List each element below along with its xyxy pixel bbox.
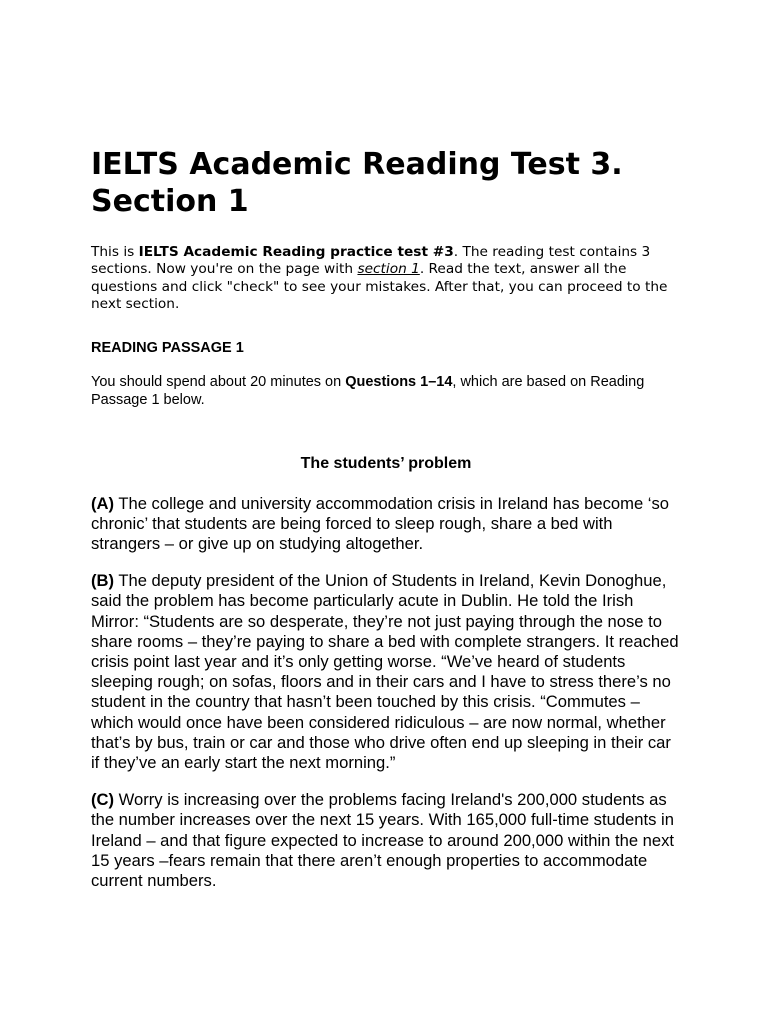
intro-text-part2: . The reading test contains 3 sections. Now you're on the page with: [91, 244, 651, 278]
paragraph-letter: (B): [91, 571, 115, 591]
passage-title: The students’ problem: [300, 454, 472, 472]
paragraph-letter: (A): [91, 493, 115, 513]
passage-label: READING PASSAGE 1: [91, 339, 244, 356]
paragraph-text: The college and university accommodation crisis in Ireland has become ‘so chronic’ that students are being forced to sleep rough, share a bed with strangers – or give up on studying altogether.: [91, 493, 669, 554]
page-title-line2: Section 1: [91, 184, 249, 219]
passage-paragraph-c: [91, 790, 681, 891]
instruction-questions-range: Questions 1–14: [345, 373, 453, 390]
passage-paragraph-a: [91, 494, 681, 555]
intro-paragraph: [91, 244, 681, 314]
paragraph-text: Worry is increasing over the problems facing Ireland's 200,000 students as the number increases over the next 15 years. With 165,000 full-time students in Ireland – and that figure expected to increase to around 200,000 within the next 15 years –fears remain that there aren’t enough properties to accommodate current numbers.: [91, 790, 675, 891]
paragraph-text: The deputy president of the Union of Students in Ireland, Kevin Donoghue, said the problem has become particularly acute in Dublin. He told the Irish Mirror: “Students are so desperate, they’re not just paying through the nose to share rooms – they’re paying to share a bed with complete strangers. It reached crisis point last year and it’s only getting worse. “We’ve heard of students sleeping rough; on sofas, floors and in their cars and I have to stress there’s no student in the country that hasn’t been touched by this crisis. “Commutes – which would once have been considered ridiculous – are now normal, whether that’s by bus, train or car and those who drive often end up sleeping in their car if they’ve an early start the next morning.”: [91, 571, 679, 773]
page-title-line1: IELTS Academic Reading Test 3.: [91, 147, 623, 182]
document-page: [91, 146, 681, 908]
intro-text-part1: This is: [91, 244, 139, 260]
instruction-text-part2: , which are based on Reading Passage 1 below.: [91, 373, 645, 408]
instruction-text-part1: You should spend about 20 minutes on: [91, 373, 346, 390]
intro-test-name: IELTS Academic Reading practice test #3: [138, 244, 454, 260]
instruction-paragraph: [91, 373, 681, 409]
paragraph-letter: (C): [91, 790, 115, 810]
intro-text-part3: . Read the text, answer all the questions and click "check" to see your mistakes. After that, you can proceed to the next section.: [91, 261, 668, 313]
passage-paragraph-b: [91, 571, 681, 773]
page-title: [91, 146, 681, 220]
section-1-link[interactable]: section 1: [357, 261, 420, 278]
